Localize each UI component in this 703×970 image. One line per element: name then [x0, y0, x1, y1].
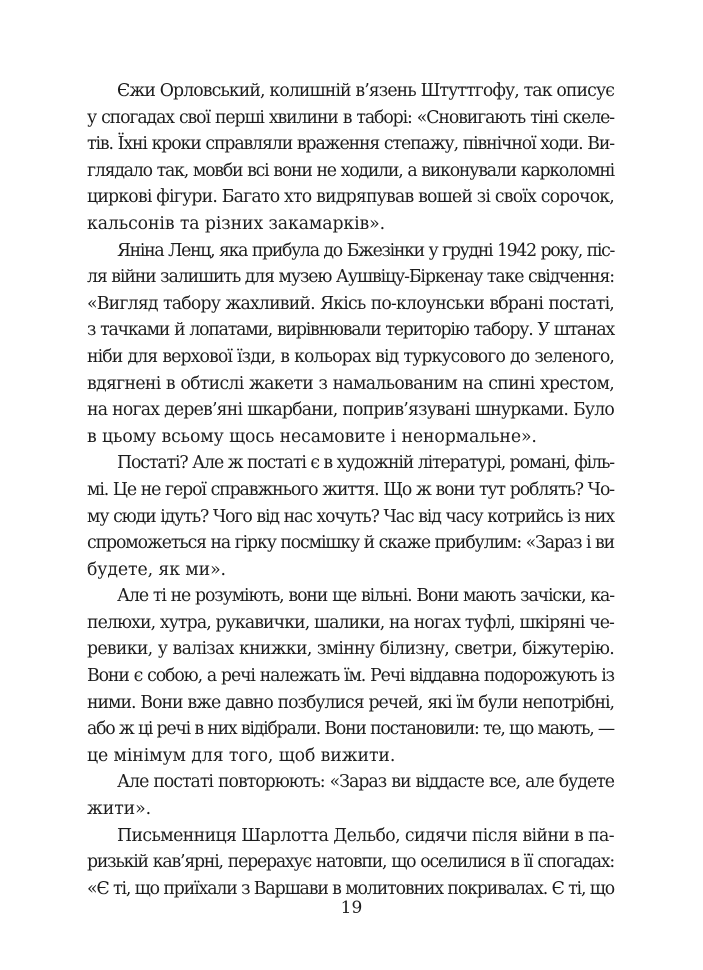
text-line: му сюди ідуть? Чого від нас хочуть? Час від часу котрийсь із них	[87, 506, 614, 527]
text-line: мі. Це не герої справжнього життя. Що ж вони тут роблять? Чо-	[87, 479, 614, 500]
text-line: тів. Їхні кроки справляли враження степажу, північної ходи. Ви-	[87, 134, 614, 155]
text-line: на ногах дерев’яні шкарбани, поприв’язувані шнурками. Було	[87, 400, 614, 421]
text-line: Яніна Ленц, яка прибула до Бжезінки у грудні 1942 року, піс-	[117, 240, 614, 261]
text-line: жити».	[87, 799, 151, 820]
text-line: Єжи Орловський, колишній в’язень Штуттгофу, так описує	[117, 81, 614, 101]
text-line: глядало так, мовби всі вони не ходили, а виконували карколомні	[87, 160, 614, 181]
text-line: ніби для верхової їзди, в кольорах від туркусового до зеленого,	[87, 346, 614, 367]
text-line: ними. Вони вже давно позбулися речей, які їм були непотрібні,	[87, 692, 614, 713]
text-line: ревики, у валізах книжки, змінну білизну, светри, біжутерію.	[87, 639, 614, 660]
text-line: Вони є собою, а речі належать їм. Речі віддавна подорожують із	[87, 666, 614, 687]
text-line: «Є ті, що приїхали з Варшави в молитовних покривалах. Є ті, що	[87, 878, 615, 899]
text-line: будете, як ми».	[87, 559, 226, 580]
text-line: вдягнені в обтислі жакети з намальованим на спині хрестом,	[87, 373, 614, 394]
text-line: пелюхи, хутра, рукавички, шалики, на ногах туфлі, шкіряні че-	[87, 612, 614, 633]
text-line: Але постаті повторюють: «Зараз ви віддасте все, але будете	[117, 772, 614, 793]
text-line: «Вигляд табору жахливий. Якісь по-клоунськи вбрані постаті,	[87, 293, 614, 314]
text-line: це мінімум для того, щоб вижити.	[87, 745, 396, 766]
text-line: або ж ці речі в них відібрали. Вони постановили: те, що мають, —	[87, 719, 614, 740]
text-line: з тачками й лопатами, вирівнювали територію табору. У штанах	[87, 320, 614, 341]
text-line: спроможеться на гірку посмішку й скаже прибулим: «Зараз і ви	[87, 533, 614, 554]
text-line: Письменниця Шарлотта Дельбо, сидячи після війни в па-	[117, 825, 614, 846]
page-number: 19	[340, 898, 363, 918]
text-line: кальсонів та різних закамарків».	[87, 213, 386, 234]
text-line: циркові фігури. Багато хто видряпував вошей зі своїх сорочок,	[87, 187, 614, 208]
text-line: ля війни залишить для музею Аушвіцу-Біркенау таке свідчення:	[87, 267, 614, 288]
text-line: ризькій кав’ярні, перерахує натовпи, що оселилися в її спогадах:	[87, 852, 614, 873]
text-line: Але ті не розуміють, вони ще вільні. Вони мають зачіски, ка-	[117, 586, 614, 607]
text-line: Постаті? Але ж постаті є в художній літературі, романі, філь-	[117, 453, 614, 474]
body-text	[87, 78, 614, 902]
text-line: у спогадах свої перші хвилини в таборі: «Сновигають тіні скеле-	[87, 107, 614, 128]
text-line: в цьому всьому щось несамовите і ненормальне».	[87, 426, 537, 447]
